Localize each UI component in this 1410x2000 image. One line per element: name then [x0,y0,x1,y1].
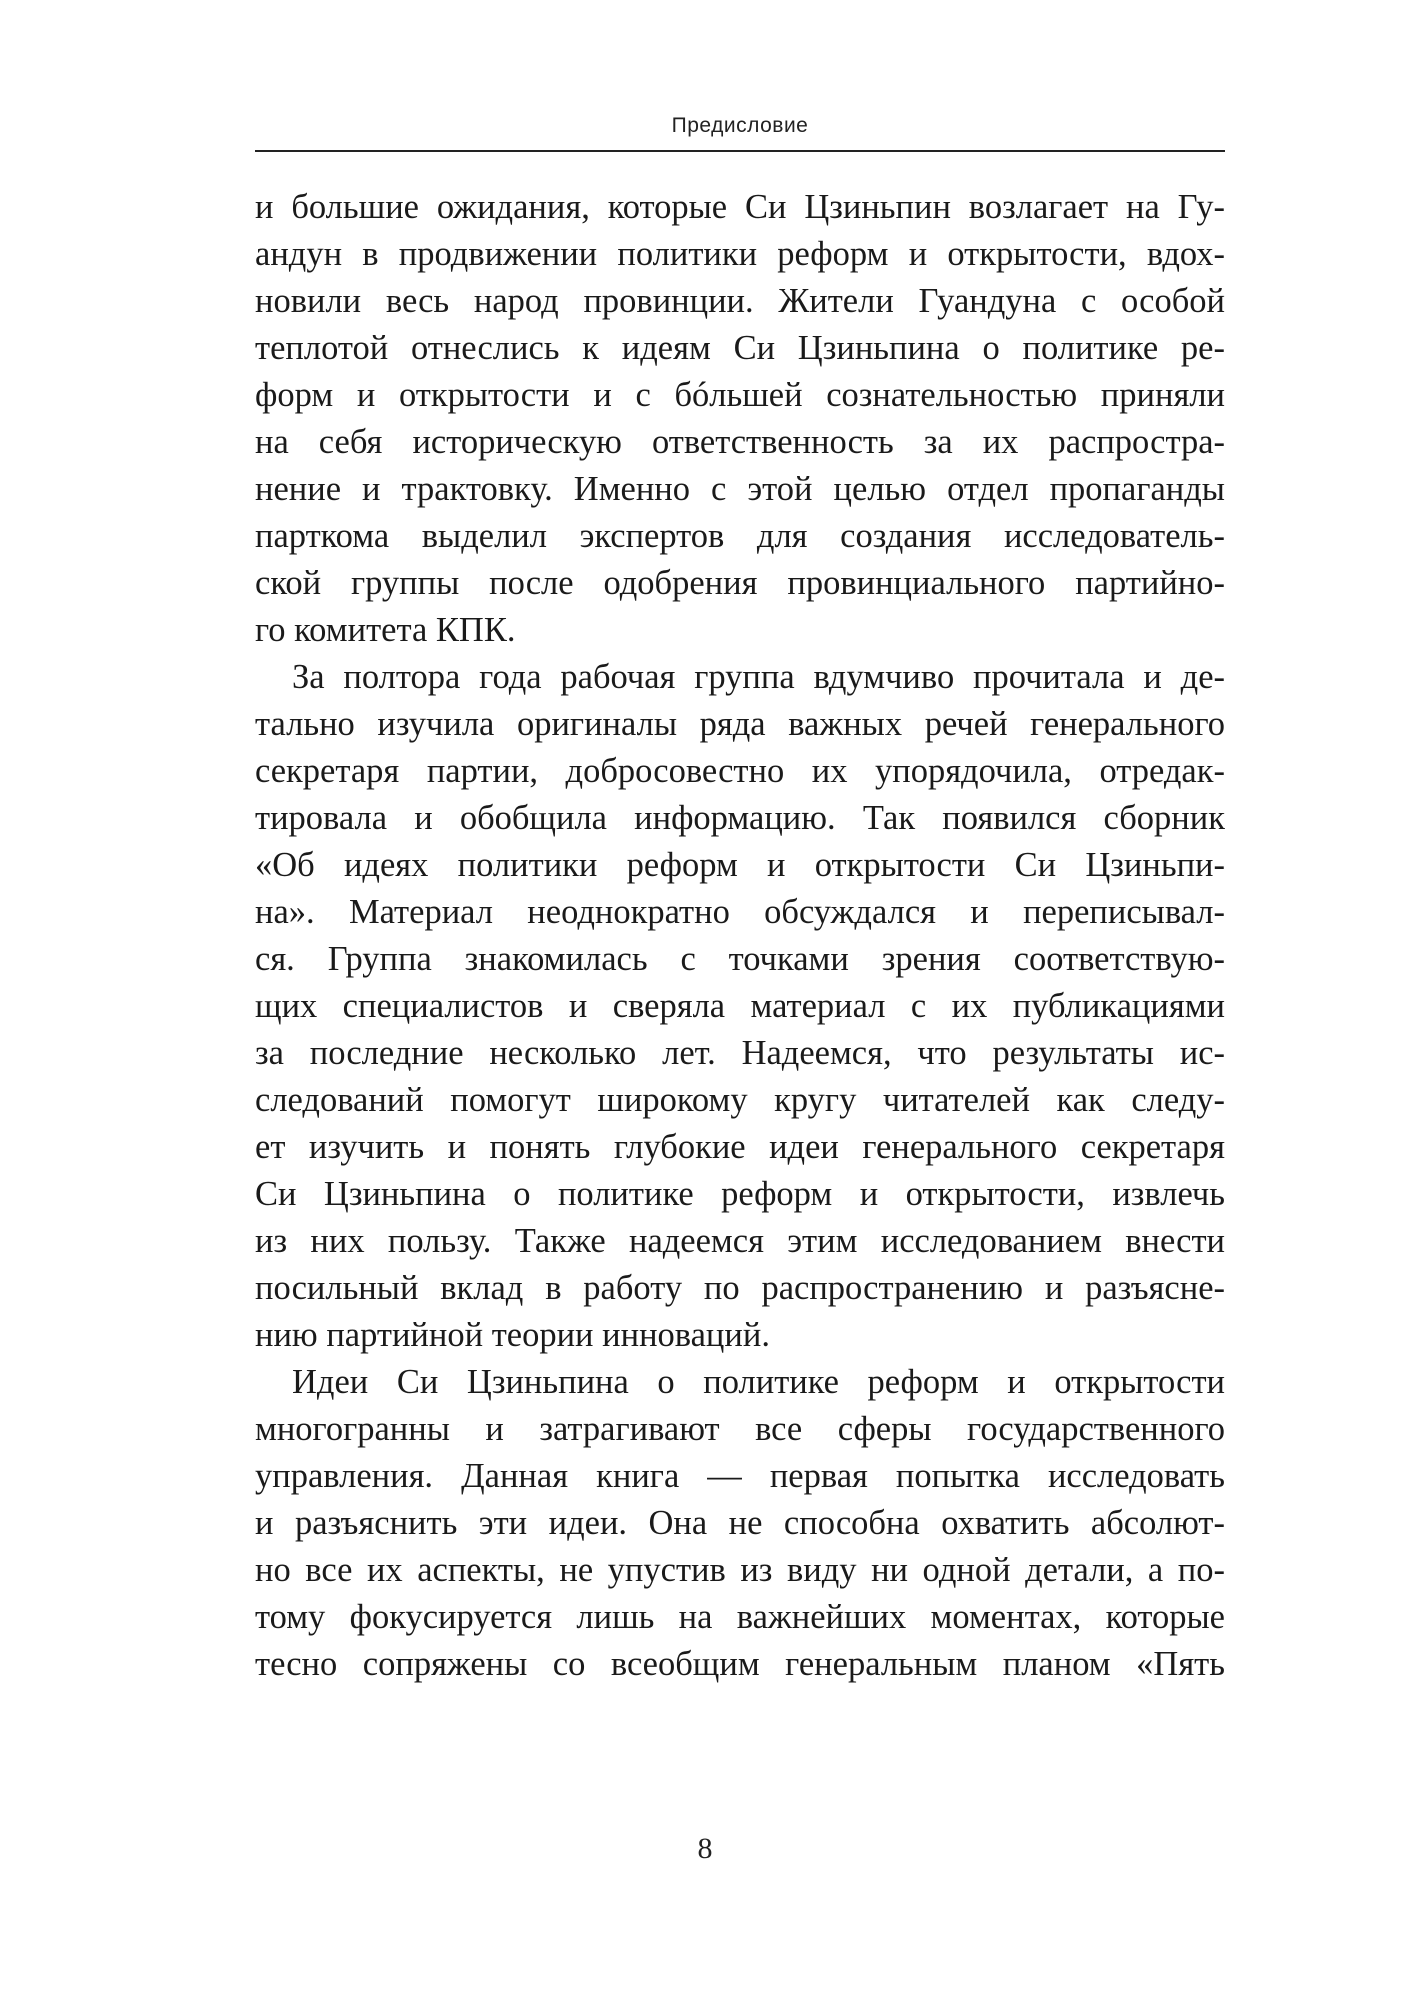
text-line: го комитета КПК. [255,611,516,649]
body-text [255,184,1225,1688]
text-line: парткома выделил экспертов для создания исследователь- [255,517,1225,555]
text-line: щих специалистов и сверяла материал с их публикациями [255,987,1225,1025]
text-line: «Об идеях политики реформ и открытости Си Цзиньпи- [255,846,1225,884]
text-line: управления. Данная книга — первая попытка исследовать [255,1457,1225,1495]
text-line: За полтора года рабочая группа вдумчиво прочитала и де- [292,658,1225,696]
text-line: секретаря партии, добросовестно их упорядочила, отредак- [255,752,1225,790]
text-line: тесно сопряжены со всеобщим генеральным планом «Пять [255,1645,1225,1683]
text-line: тировала и обобщила информацию. Так появился сборник [255,799,1225,837]
text-line: на». Материал неоднократно обсуждался и переписывал- [255,893,1225,931]
text-line: на себя историческую ответственность за их распростра- [255,423,1225,461]
text-line: форм и открытости и с бóльшей сознательностью приняли [255,376,1225,414]
text-line: тому фокусируется лишь на важнейших моментах, которые [255,1598,1225,1636]
text-line: Си Цзиньпина о политике реформ и открытости, извлечь [255,1175,1225,1213]
running-head: Предисловие [671,114,809,137]
text-line: но все их аспекты, не упустив из виду ни одной детали, а по- [255,1551,1225,1589]
text-line: и большие ожидания, которые Си Цзиньпин возлагает на Гу- [255,188,1225,226]
text-line: андун в продвижении политики реформ и открытости, вдох- [255,235,1225,273]
text-line: многогранны и затрагивают все сферы государственного [255,1410,1225,1448]
text-line: тально изучила оригиналы ряда важных речей генерального [255,705,1225,743]
text-line: Идеи Си Цзиньпина о политике реформ и открытости [292,1363,1225,1401]
text-line: ской группы после одобрения провинциального партийно- [255,564,1225,602]
text-line: нение и трактовку. Именно с этой целью отдел пропаганды [255,470,1225,508]
text-line: следований помогут широкому кругу читателей как следу- [255,1081,1225,1119]
text-line: из них пользу. Также надеемся этим исследованием внести [255,1222,1225,1260]
text-line: ся. Группа знакомилась с точками зрения соответствую- [255,940,1225,978]
page-number: 8 [697,1832,713,1865]
text-line: нию партийной теории инноваций. [255,1316,770,1354]
text-line: ет изучить и понять глубокие идеи генерального секретаря [255,1128,1225,1166]
header-rule [255,150,1225,152]
text-line: новили весь народ провинции. Жители Гуандуна с особой [255,282,1225,320]
text-line: теплотой отнеслись к идеям Си Цзиньпина о политике ре- [255,329,1225,367]
text-line: и разъяснить эти идеи. Она не способна охватить абсолют- [255,1504,1225,1542]
text-line: за последние несколько лет. Надеемся, что результаты ис- [255,1034,1225,1072]
text-line: посильный вклад в работу по распространению и разъясне- [255,1269,1225,1307]
